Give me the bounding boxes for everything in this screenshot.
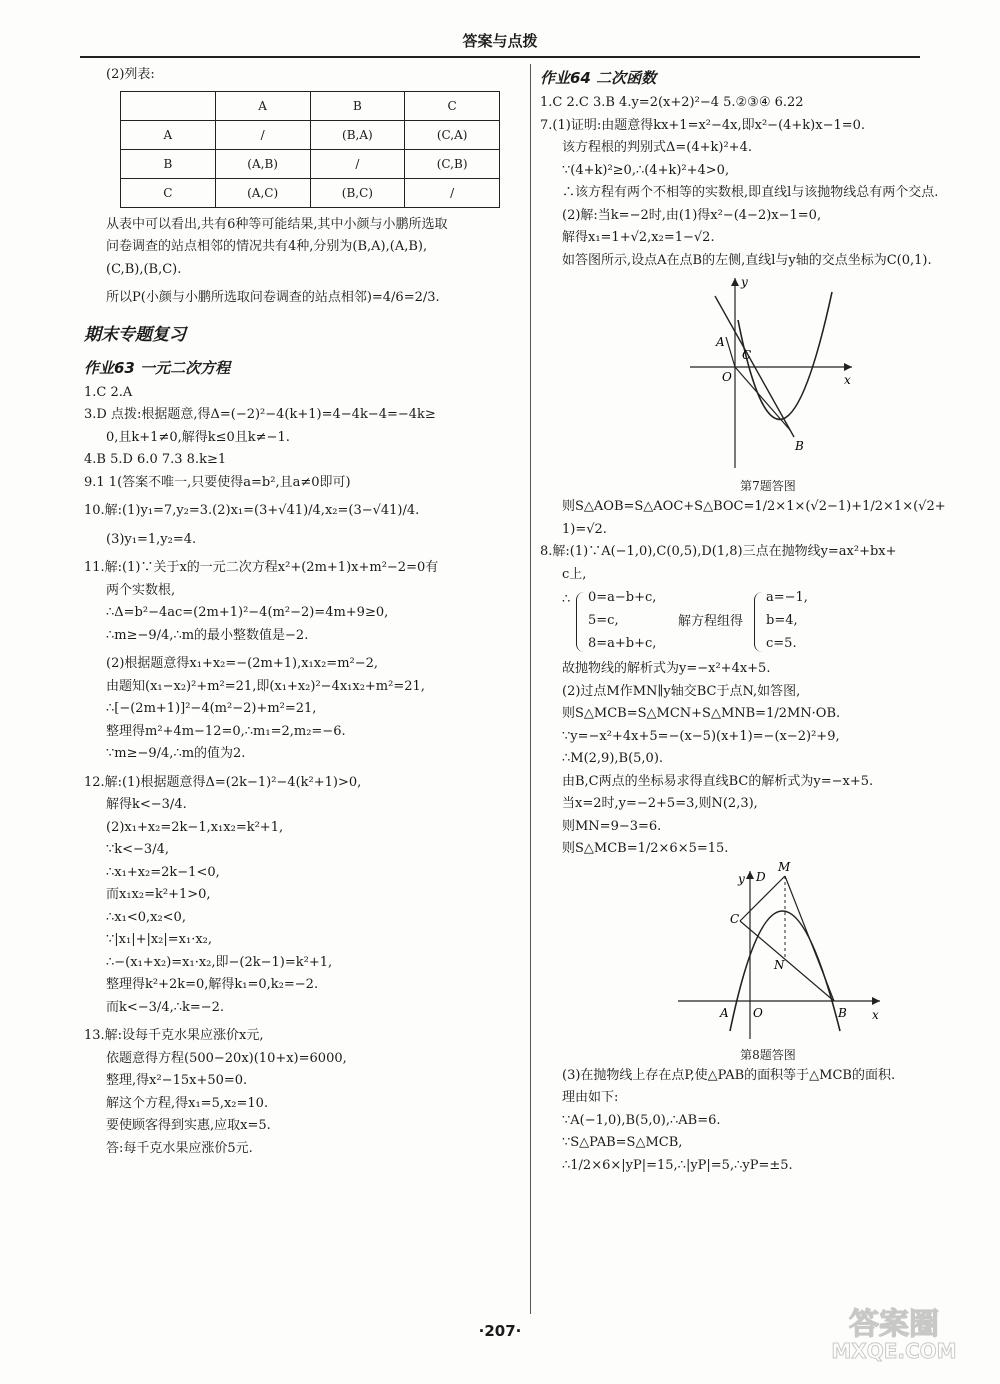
answer-line: 答:每千克水果应涨价5元.	[106, 1140, 253, 1156]
row-label: C	[121, 178, 216, 207]
text-line: (C,B),(B,C).	[106, 261, 182, 277]
answer-line: 解得k<−3/4.	[106, 797, 187, 812]
system-solution	[766, 586, 808, 655]
answer-line: 则S△MCB=S△MCN+S△MNB=1/2MN·OB.	[562, 706, 841, 721]
table-cell: /	[215, 120, 310, 149]
page-number: ·207·	[478, 1322, 522, 1340]
answer-line: (3)y₁=1,y₂=4.	[106, 531, 197, 547]
table-cell: (B,C)	[310, 178, 405, 207]
answer-line: 13.解:设每千克水果应涨价x元,	[84, 1028, 264, 1043]
fig8-label: y	[738, 871, 745, 886]
answer-line: 8.解:(1)∵A(−1,0),C(0,5),D(1,8)三点在抛物线y=ax²+bx+	[540, 544, 897, 559]
equation-system	[562, 586, 996, 658]
answer-line: 7.(1)证明:由题意得kx+1=x²−4x,即x²−(4+k)x−1=0.	[540, 117, 866, 133]
answer-line: 则S△AOB=S△AOC+S△BOC=1/2×1×(√2−1)+1/2×1×(√2+	[562, 499, 946, 514]
answer-line: 则MN=9−3=6.	[562, 818, 662, 834]
answer-line: ∴−(x₁+x₂)=x₁·x₂,即−(2k−1)=k²+1,	[106, 954, 333, 970]
table-cell: (A,B)	[215, 149, 310, 178]
homework-title-64: 作业64 二次函数	[540, 69, 657, 87]
fig8-label: D	[756, 869, 766, 884]
answer-line: (2)解:当k=−2时,由(1)得x²−(4−2)x−1=0,	[562, 207, 822, 223]
answer-line: 1.C 2.C 3.B 4.y=2(x+2)²−4 5.②③④ 6.22	[540, 95, 804, 110]
table-cell: /	[310, 149, 405, 178]
answer-line: ∴该方程有两个不相等的实数根,即直线l与该抛物线总有两个交点.	[562, 185, 939, 200]
answer-line: 两个实数根,	[106, 582, 176, 598]
answer-line: 当x=2时,y=−2+5=3,则N(2,3),	[562, 796, 758, 811]
answer-line: c上,	[562, 566, 587, 582]
text-line: 从表中可以看出,共有6种等可能结果,其中小颜与小鹏所选取	[106, 216, 448, 232]
fig7-label: x	[844, 373, 851, 387]
answer-line: 要使顾客得到实惠,应取x=5.	[106, 1118, 271, 1133]
watermark-cn: 答案圈	[849, 1307, 939, 1342]
system-equations	[588, 586, 656, 655]
fig8-label: O	[753, 1005, 763, 1020]
answer-line: ∴M(2,9),B(5,0).	[562, 751, 664, 766]
answer-line: ∵|x₁|+|x₂|=x₁·x₂,	[106, 932, 213, 947]
fig7-label: A	[716, 335, 725, 349]
solution: c=5.	[766, 636, 797, 651]
answer-line: 12.解:(1)根据题意得Δ=(2k−1)²−4(k²+1)>0,	[84, 774, 362, 790]
column-divider	[530, 64, 531, 1314]
equation: 0=a−b+c,	[588, 590, 657, 605]
fig7-label: y	[741, 275, 748, 289]
table-cell: (C,B)	[405, 149, 500, 178]
answer-line: 如答图所示,设点A在点B的左侧,直线l与y轴的交点坐标为C(0,1).	[562, 252, 932, 268]
table-cell: /	[405, 178, 500, 207]
answer-line: 由题知(x₁−x₂)²+m²=21,即(x₁+x₂)²−4x₁x₂+m²=21,	[106, 678, 425, 694]
page-header: 答案与点拨	[80, 30, 920, 58]
answer-line: (3)在抛物线上存在点P,使△PAB的面积等于△MCB的面积.	[562, 1067, 896, 1083]
answer-line: 则S△MCB=1/2×6×5=15.	[562, 841, 729, 856]
answer-line: ∴x₁+x₂=2k−1<0,	[106, 864, 220, 880]
answer-line: ∵A(−1,0),B(5,0),∴AB=6.	[562, 1112, 721, 1128]
figure-8-graph	[540, 861, 996, 1041]
answer-line: 而k<−3/4,∴k=−2.	[106, 999, 225, 1015]
figure-7-graph	[540, 272, 996, 472]
fig7-label: B	[795, 439, 804, 453]
fig7-label: C	[742, 348, 752, 362]
solve-text: 解方程组得	[678, 614, 744, 629]
text-line: (2)列表:	[106, 67, 155, 82]
answer-line: ∵k<−3/4,	[106, 842, 169, 857]
answer-line: 该方程根的判别式Δ=(4+k)²+4.	[562, 140, 752, 155]
answer-line: 整理,得x²−15x+50=0.	[106, 1073, 248, 1088]
text-line: 所以P(小颜与小鹏所选取问卷调查的站点相邻)=4/6=2/3.	[106, 290, 440, 305]
fig8-label: B	[838, 1005, 847, 1020]
answer-line: 0,且k+1≠0,解得k≤0且k≠−1.	[106, 429, 290, 445]
answer-line: (2)过点M作MN∥y轴交BC于点N,如答图,	[562, 683, 801, 699]
watermark-logo	[814, 1300, 974, 1362]
answer-line: ∴Δ=b²−4ac=(2m+1)²−4(m²−2)=4m+9≥0,	[106, 605, 389, 620]
figure-7-caption: 第7题答图	[740, 479, 796, 493]
right-brace	[754, 592, 763, 652]
answer-line: 理由如下:	[562, 1090, 619, 1105]
left-column	[84, 64, 524, 1160]
answer-line: ∴x₁<0,x₂<0,	[106, 909, 186, 925]
answer-line: 1.C 2.A	[84, 384, 133, 400]
figure-8-caption: 第8题答图	[740, 1047, 796, 1062]
answer-line: ∵m≥−9/4,∴m的值为2.	[106, 746, 246, 761]
section-title: 期末专题复习	[84, 324, 186, 345]
left-brace	[576, 592, 585, 652]
answer-line: 解得x₁=1+√2,x₂=1−√2.	[562, 230, 715, 245]
figure-7	[540, 272, 996, 496]
answer-line: 11.解:(1)∵关于x的一元二次方程x²+(2m+1)x+m²−2=0有	[84, 560, 439, 575]
answer-line: 1)=√2.	[562, 521, 607, 537]
answer-line: (2)根据题意得x₁+x₂=−(2m+1),x₁x₂=m²−2,	[106, 656, 379, 671]
table-corner	[121, 91, 216, 120]
table-cell: (B,A)	[310, 120, 405, 149]
answer-line: 解这个方程,得x₁=5,x₂=10.	[106, 1095, 269, 1111]
answer-line: (2)x₁+x₂=2k−1,x₁x₂=k²+1,	[106, 819, 284, 835]
answer-line: 故抛物线的解析式为y=−x²+4x+5.	[562, 661, 771, 676]
fig8-label: x	[872, 1007, 879, 1022]
answer-line: 依题意得方程(500−20x)(10+x)=6000,	[106, 1050, 347, 1066]
fig8-label: C	[730, 911, 740, 926]
answer-line: 由B,C两点的坐标易求得直线BC的解析式为y=−x+5.	[562, 773, 874, 789]
answer-line: ∵S△PAB=S△MCB,	[562, 1135, 683, 1150]
answer-line: 10.解:(1)y₁=7,y₂=3.(2)x₁=(3+√41)/4,x₂=(3−√41)/4.	[84, 503, 420, 518]
answer-line: 3.D 点拨:根据题意,得Δ=(−2)²−4(k+1)=4−4k−4=−4k≥	[84, 407, 436, 422]
probability-table	[120, 91, 500, 208]
row-label: B	[121, 149, 216, 178]
table-header: C	[405, 91, 500, 120]
table-header: A	[215, 91, 310, 120]
therefore-sign: ∴	[562, 592, 571, 607]
solution: a=−1,	[766, 590, 808, 605]
right-column	[540, 64, 996, 1177]
answer-line: 4.B 5.D 6.0 7.3 8.k≥1	[84, 452, 227, 467]
table-header: B	[310, 91, 405, 120]
table-cell: (C,A)	[405, 120, 500, 149]
equation: 5=c,	[588, 613, 619, 628]
row-label: A	[121, 120, 216, 149]
watermark-en: MXQE.COM	[831, 1339, 957, 1362]
figure-8	[540, 861, 996, 1065]
answer-line: ∴[−(2m+1)]²−4(m²−2)+m²=21,	[106, 701, 317, 716]
equation: 8=a+b+c,	[588, 636, 657, 651]
table-cell: (A,C)	[215, 178, 310, 207]
solution: b=4,	[766, 613, 798, 628]
answer-line: ∵(4+k)²≥0,∴(4+k)²+4>0,	[562, 162, 730, 178]
text-line: 问卷调查的站点相邻的情况共有4种,分别为(B,A),(A,B),	[106, 239, 428, 254]
fig8-label: A	[720, 1005, 729, 1020]
answer-line: 整理得m²+4m−12=0,∴m₁=2,m₂=−6.	[106, 723, 346, 739]
answer-line: ∴m≥−9/4,∴m的最小整数值是−2.	[106, 627, 309, 643]
fig7-label: O	[722, 370, 732, 384]
answer-line: ∴1/2×6×|yP|=15,∴|yP|=5,∴yP=±5.	[562, 1157, 793, 1173]
answer-line: 而x₁x₂=k²+1>0,	[106, 887, 211, 902]
answer-line: 整理得k²+2k=0,解得k₁=0,k₂=−2.	[106, 977, 319, 992]
fig8-label: N	[774, 957, 785, 972]
homework-title-63: 作业63 一元二次方程	[84, 358, 231, 377]
answer-line: 9.1 1(答案不唯一,只要使得a=b²,且a≠0即可)	[84, 474, 351, 490]
answer-line: ∵y=−x²+4x+5=−(x−5)(x+1)=−(x−2)²+9,	[562, 728, 840, 744]
fig8-label: M	[778, 860, 791, 874]
